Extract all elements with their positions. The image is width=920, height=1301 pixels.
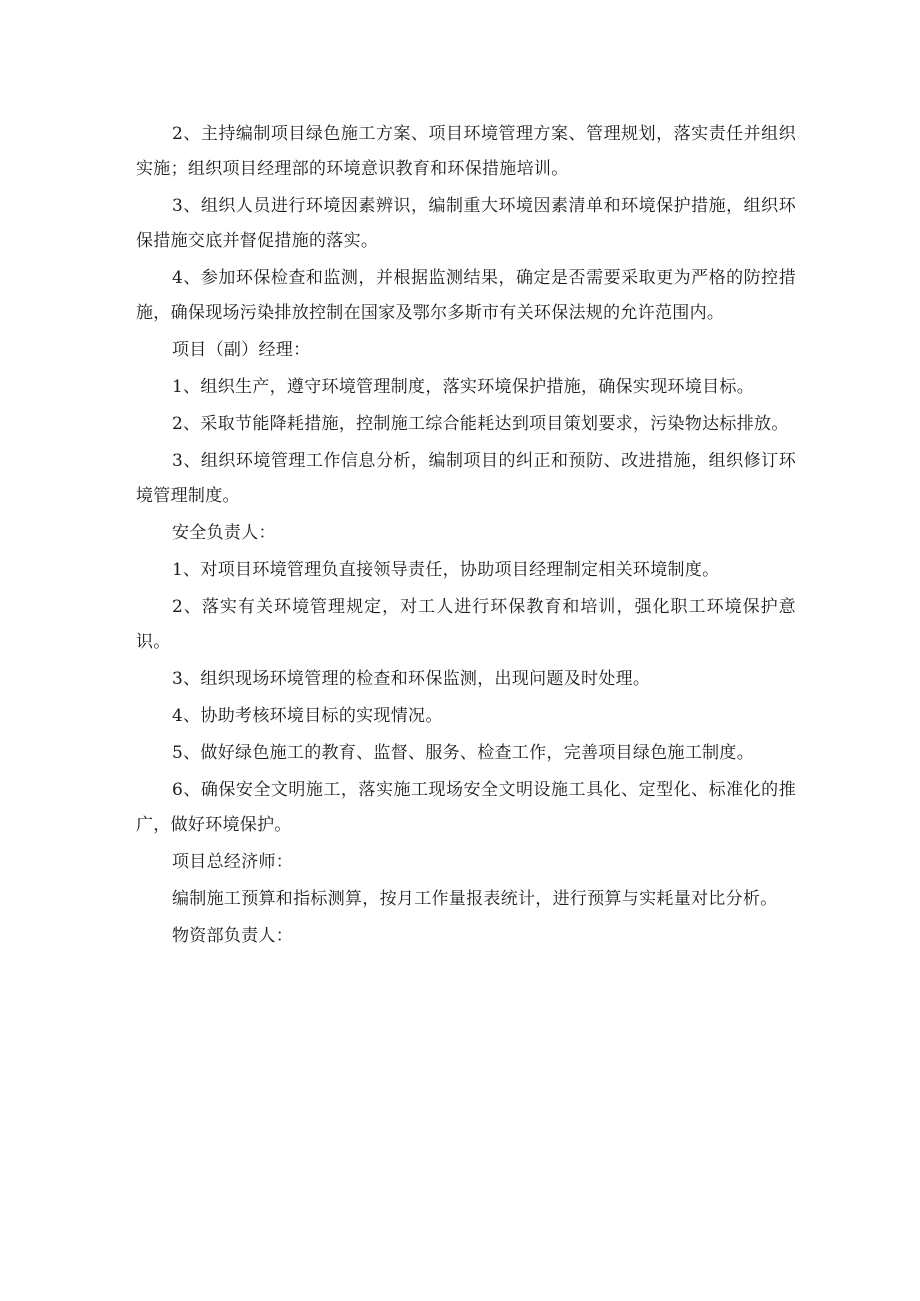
paragraph-deputy-3: 3、组织环境管理工作信息分析，编制项目的纠正和预防、改进措施，组织修订环境管理制度。 bbox=[136, 451, 796, 506]
paragraph-safety-5: 5、做好绿色施工的教育、监督、服务、检查工作，完善项目绿色施工制度。 bbox=[172, 743, 755, 763]
paragraph-duty-4: 4、参加环保检查和监测，并根据监测结果，确定是否需要采取更为严格的防控措施，确保现场污染排放控制在国家及鄂尔多斯市有关环保法规的允许范围内。 bbox=[136, 268, 796, 323]
paragraph-duty-2: 2、主持编制项目绿色施工方案、项目环境管理方案、管理规划，落实责任并组织实施；组织项目经理部的环境意识教育和环保措施培训。 bbox=[136, 124, 796, 179]
paragraph-deputy-2: 2、采取节能降耗措施，控制施工综合能耗达到项目策划要求，污染物达标排放。 bbox=[172, 414, 789, 434]
paragraph-safety-4: 4、协助考核环境目标的实现情况。 bbox=[172, 706, 443, 726]
paragraph-safety-2: 2、落实有关环境管理规定，对工人进行环保教育和培训，强化职工环境保护意识。 bbox=[136, 597, 796, 652]
document-body bbox=[136, 117, 796, 956]
section-heading-safety-officer: 安全负责人： bbox=[172, 523, 276, 543]
paragraph-duty-3: 3、组织人员进行环境因素辨识，编制重大环境因素清单和环境保护措施，组织环保措施交底并督促措施的落实。 bbox=[136, 196, 796, 251]
section-heading-chief-economist: 项目总经济师： bbox=[172, 852, 294, 872]
section-heading-deputy-manager: 项目（副）经理： bbox=[172, 340, 311, 360]
paragraph-economist-1: 编制施工预算和指标测算，按月工作量报表统计，进行预算与实耗量对比分析。 bbox=[172, 889, 778, 909]
paragraph-safety-3: 3、组织现场环境管理的检查和环保监测，出现问题及时处理。 bbox=[172, 669, 651, 689]
section-heading-materials-head: 物资部负责人： bbox=[172, 926, 294, 946]
paragraph-safety-1: 1、对项目环境管理负直接领导责任，协助项目经理制定相关环境制度。 bbox=[172, 560, 720, 580]
paragraph-deputy-1: 1、组织生产，遵守环境管理制度，落实环境保护措施，确保实现环境目标。 bbox=[172, 377, 755, 397]
paragraph-safety-6: 6、确保安全文明施工，落实施工现场安全文明设施工具化、定型化、标准化的推广，做好环境保护。 bbox=[136, 780, 796, 835]
